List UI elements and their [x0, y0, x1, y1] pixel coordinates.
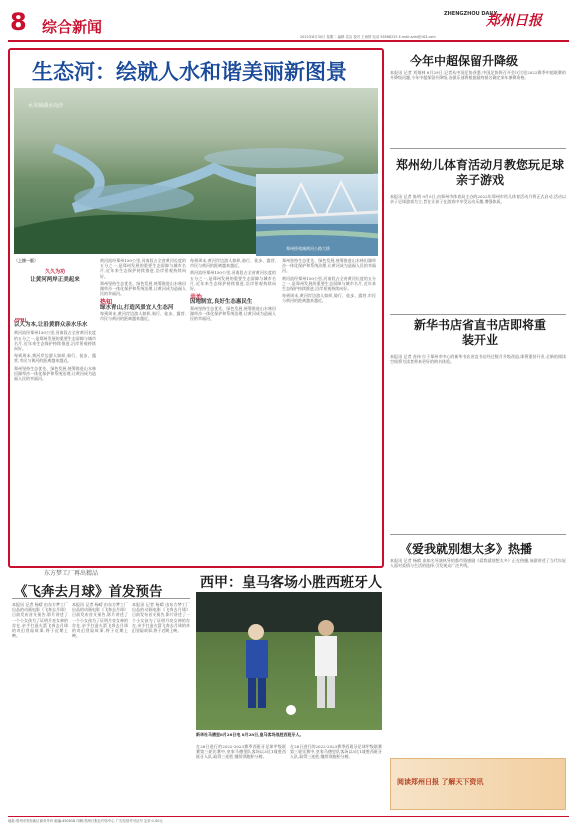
hot-subheading: 绿水青山,打造风景宜人生态河: [100, 304, 174, 311]
feature-para2-d: 每到周末,黄河岸边游人如织,骑行、徒步、露营,市民与黄河的距离越来越近。: [282, 293, 376, 304]
bottom-left-col1: 本报讯 记者 杨晴 由东方梦工厂出品的动画电影《飞奔去月球》日前发布首支预告,影片讲述了一个小女孩为了证明月亮女神的存在,亲手打造火箭飞奔去月球的奇幻冒险故事,将于近期上映。: [12, 602, 68, 639]
feature-para1-b: 黄河流经郑州150公里,河南段占全省黄河长度的五分之一,是郑州发展的重要生态屏障与城市名片,近年来生态保护持续推进,沿岸景观持续向好。: [100, 258, 186, 279]
feature-col1: [14, 318, 96, 558]
right-h4: 《爱我就别想太多》热播: [400, 542, 533, 556]
right-divider2: [390, 314, 566, 315]
right-divider1: [390, 148, 566, 149]
cold-heading: 冷知: [14, 318, 27, 324]
section-name: 综合新闻: [42, 18, 103, 36]
feature-para2-b: 每到周末,黄河岸边游人如织,骑行、徒步、露营,市民与黄河的距离越来越近。: [100, 310, 186, 322]
page-number: 8: [10, 8, 27, 36]
bottom-mid-col1: 在28日进行的2022-2023赛季西班牙足球甲级联赛第三轮比赛中,皇家马德里队客场以3比1战胜西班牙人队,取得三连胜,继续领跑积分榜。: [196, 744, 286, 760]
bottom-mid-col2: 在28日进行的2022-2023赛季西班牙足球甲级联赛第三轮比赛中,皇家马德里队客场以3比1战胜西班牙人队,取得三连胜,继续领跑积分榜。: [290, 744, 382, 760]
kicker1: 久久为功: [44, 269, 65, 275]
right-ad: [390, 758, 566, 810]
feature-col3: [190, 258, 276, 558]
right-h2-line1: 郑州幼儿体育活动月教您玩足球亲子游戏: [395, 158, 564, 187]
feature-para1-c: 黄河流经郑州150公里,河南段占全省黄河长度的五分之一,是郑州发展的重要生态屏障与城市名片,近年来生态保护持续推进,沿岸景观持续向好。: [190, 270, 276, 292]
feature-para3-d: 郑州坚持生态优先、绿色发展,统筹推进山水林田湖草沙一体化保护和系统治理,让黄河成为造福人民的幸福河。: [282, 258, 376, 274]
right-h3: 新华书店省直书店即将重装开业: [413, 318, 546, 347]
footer-rule: [8, 816, 569, 817]
bottom-left-title: 《飞奔去月球》首发预告: [14, 584, 163, 600]
feature-col4: [282, 258, 376, 558]
together-heading: 共治: [190, 294, 203, 302]
together-subheading: 因地制宜,良好生态惠民生: [190, 299, 253, 306]
feature-col2: [100, 258, 186, 558]
feature-para3: 郑州坚持生态优先、绿色发展,统筹推进山水林田湖草沙一体化保护和系统治理,让黄河成为造福人民的幸福河。: [14, 365, 96, 382]
intro-subhead: （上接一版）: [14, 258, 38, 263]
date-line: 2022年8月30日 星期二 编辑 袁洁 校对 王雨婷 电话 56568225 E-mail:zzrb@163.com: [300, 35, 436, 39]
right-h1-body: 本报讯 记者 刘翔林 8月29日,记者从中国足协获悉,中国足协将召开会议讨论2022赛季中超联赛的升降级问题,今年中超保留升降级,各俱乐部将根据最终排名确定来年参赛资格。: [390, 70, 566, 81]
photo2-caption: 郑州桥苑城黄河公路大桥: [286, 246, 330, 251]
masthead: [8, 8, 569, 43]
intro-block: [14, 258, 96, 316]
paper-en: ZHENGZHOU DAILY: [444, 11, 498, 17]
bridge-scene: [256, 174, 378, 256]
feature-para2: 每到周末,黄河岸边游人如织,骑行、徒步、露营,市民与黄河的距离越来越近。: [14, 353, 96, 364]
bottom-mid-title: 西甲：皇马客场小胜西班牙人: [200, 575, 382, 591]
hot-heading: 热知: [100, 299, 113, 307]
bottom-left-rule: [12, 598, 190, 599]
feature-title: 生态河：绘就人水和谐美丽新图景: [32, 60, 347, 84]
photo1-caption: 水美鼎湖水岗沙: [28, 103, 64, 109]
right-h3-body: 本报讯 记者 苏伟 位于郑州市中心的新华书店省直书店经过数月升级改造,即将重装开业,全新的阅读空间将为读者带来更好的购书体验。: [390, 354, 566, 365]
bottom-left-col3: 本报讯 记者 杨晴 由东方梦工厂出品的动画电影《飞奔去月球》日前发布首支预告,影片讲述了一个小女孩为了证明月亮女神的存在,亲手打造火箭飞奔去月球的奇幻冒险故事,将于近期上映。: [132, 602, 190, 634]
right-divider3: [390, 534, 566, 535]
right-h2-body: 本报讯 记者 陈明 9月5日,由郑州市体育局主办的2022年郑州市幼儿体育活动月将正式启动,活动以亲子足球游戏为主,旨在让孩子在游戏中享受运动乐趣,增强体质。: [390, 194, 566, 205]
bottom-left-label: 东方梦工厂再出精品: [44, 570, 99, 577]
football-scene: [196, 592, 382, 730]
kicker2: 让黄河两岸正美起来: [30, 277, 80, 283]
bottom-mid-caption: 新华社马德里8月28日电 8月28日,皇马客场战胜西班牙人。: [196, 732, 304, 737]
photo-football: [196, 592, 382, 730]
footer-text: 地址:郑州市郑东新区商务外环 邮编:450018 印刷:郑州日报社印务中心 广告经营许可证号 定价:1.00元: [8, 819, 163, 823]
photo-bridge: [256, 174, 378, 256]
feature-para3-c: 郑州坚持生态优先、绿色发展,统筹推进山水林田湖草沙一体化保护和系统治理,让黄河成为造福人民的幸福河。: [190, 305, 276, 322]
bottom-left-col2: 本报讯 记者 杨晴 由东方梦工厂出品的动画电影《飞奔去月球》日前发布首支预告,影片讲述了一个小女孩为了证明月亮女神的存在,亲手打造火箭飞奔去月球的奇幻冒险故事,将于近期上映。: [72, 602, 128, 639]
paper-logo: 郑州日报: [486, 13, 542, 29]
feature-para3-b: 郑州坚持生态优先、绿色发展,统筹推进山水林田湖草沙一体化保护和系统治理,让黄河成为造福人民的幸福河。: [100, 280, 186, 297]
right-h4-body: 本报讯 记者 杨晴 由知名导演执导的都市情感剧《爱我就别想太多》正在热播,该剧讲述了当代年轻人面对爱情与生活的选择,引发观众广泛共鸣。: [390, 558, 566, 569]
ad-text: 阅读郑州日报 了解天下资讯: [397, 778, 484, 786]
feature-para1: 黄河流经郑州150公里,河南段占全省黄河长度的五分之一,是郑州发展的重要生态屏障与城市名片,近年来生态保护持续推进,沿岸景观持续向好。: [14, 330, 96, 352]
masthead-rule: [8, 40, 569, 42]
cold-subheading: 以人为本,让沿黄群众亲水乐水: [14, 322, 88, 329]
right-h1: 今年中超保留升降级: [410, 54, 519, 68]
feature-para1-d: 黄河流经郑州150公里,河南段占全省黄河长度的五分之一,是郑州发展的重要生态屏障与城市名片,近年来生态保护持续推进,沿岸景观持续向好。: [282, 275, 376, 292]
feature-para2-c: 每到周末,黄河岸边游人如织,骑行、徒步、露营,市民与黄河的距离越来越近。: [190, 258, 276, 269]
